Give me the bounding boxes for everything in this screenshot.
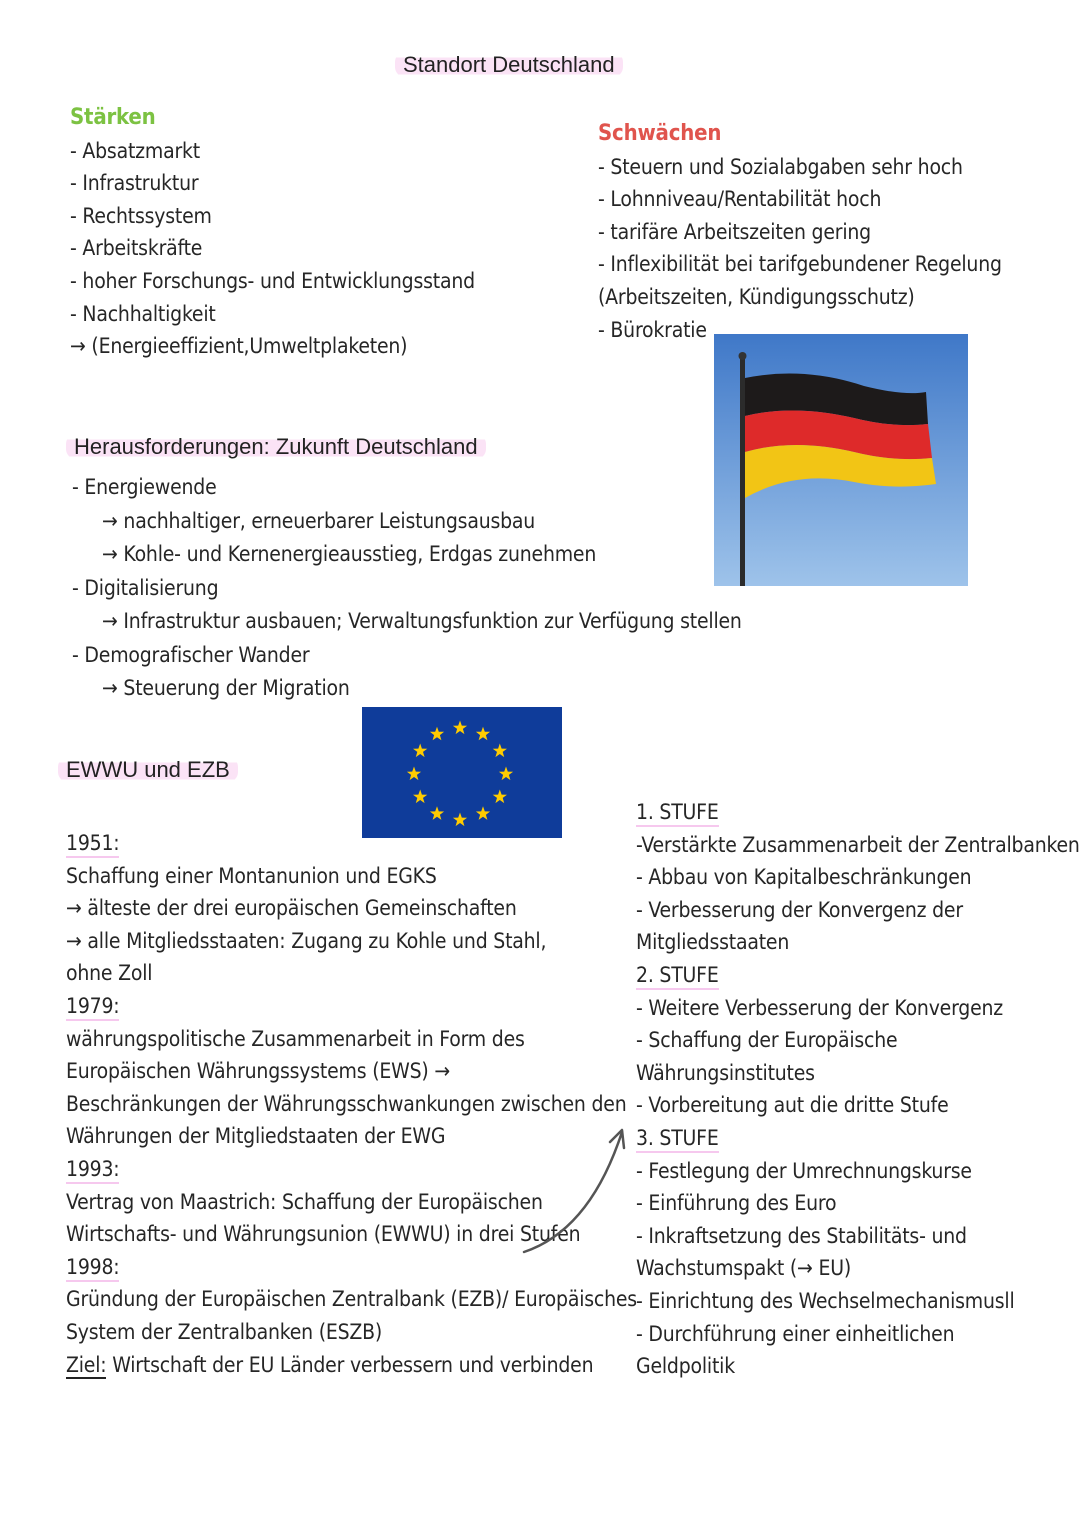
timeline-year: 1979: — [66, 993, 119, 1021]
stage-line: - Vorbereitung aut die dritte Stufe — [636, 1093, 949, 1118]
stage-line: -Verstärkte Zusammenarbeit der Zentralbanken — [636, 832, 1080, 857]
goal-text: Wirtschaft der EU Länder verbessern und verbinden — [106, 1352, 594, 1377]
weakness-item: - Bürokratie — [598, 317, 707, 342]
stage-label-row — [636, 1122, 1080, 1155]
stage-line: Wachstumspakt (→ EU) — [636, 1256, 852, 1281]
eu-flag — [362, 707, 562, 838]
timeline-line: Gründung der Europäischen Zentralbank (EZB)/ Europäisches — [66, 1287, 637, 1312]
strengths-section — [70, 102, 475, 363]
timeline-line: System der Zentralbanken (ESZB) — [66, 1319, 383, 1344]
stage-line: - Einrichtung des Wechselmechanismusll — [636, 1288, 1015, 1313]
stage-line: Geldpolitik — [636, 1354, 735, 1379]
eu-flag-icon — [362, 707, 562, 838]
challenge-item: → Kohle- und Kernenergieausstieg, Erdgas zunehmen — [102, 542, 597, 566]
weakness-item: - Inflexibilität bei tarifgebundener Regelung — [598, 252, 1002, 277]
stage-line: - Abbau von Kapitalbeschränkungen — [636, 865, 972, 890]
strength-item: - Rechtssystem — [70, 203, 212, 228]
stage-line: - Inkraftsetzung des Stabilitäts- und — [636, 1223, 967, 1248]
timeline-line: Vertrag von Maastrich: Schaffung der Europäischen — [66, 1189, 543, 1214]
timeline-line: Währungen der Mitgliedstaaten der EWG — [66, 1124, 446, 1149]
weakness-item: - tarifäre Arbeitszeiten gering — [598, 219, 871, 244]
stage-line: - Schaffung der Europäische — [636, 1028, 898, 1053]
ewwu-timeline — [66, 827, 637, 1381]
timeline-line: → älteste der drei europäischen Gemeinschaften — [66, 896, 517, 921]
strengths-list — [70, 135, 475, 363]
german-flag-icon — [714, 334, 968, 586]
ewwu-heading-wrap — [58, 757, 238, 783]
stage-line: - Einführung des Euro — [636, 1191, 837, 1216]
challenge-item: → Steuerung der Migration — [102, 676, 350, 700]
stage-line: - Durchführung einer einheitlichen — [636, 1321, 955, 1346]
strength-item: - Nachhaltigkeit — [70, 301, 216, 326]
challenges-heading: Herausforderungen: Zukunft Deutschland — [66, 434, 486, 459]
timeline-line: währungspolitische Zusammenarbeit in Form des — [66, 1026, 525, 1051]
stage-line: Währungsinstitutes — [636, 1060, 815, 1085]
challenge-item: - Demografischer Wander — [72, 642, 310, 667]
timeline-year: 1993: — [66, 1156, 119, 1184]
strength-item: - Absatzmarkt — [70, 138, 200, 163]
timeline-line: Beschränkungen der Währungsschwankungen zwischen den — [66, 1091, 627, 1116]
weaknesses-heading: Schwächen — [598, 121, 722, 146]
strengths-heading: Stärken — [70, 105, 156, 130]
goal-label: Ziel: — [66, 1352, 107, 1377]
ewwu-heading: EWWU und EZB — [58, 757, 238, 782]
ewwu-stages — [636, 796, 1080, 1383]
page-title-wrap — [395, 52, 623, 78]
challenge-item: → Infrastruktur ausbauen; Verwaltungsfunktion zur Verfügung stellen — [102, 609, 742, 633]
stage-label-row — [636, 796, 1080, 829]
weaknesses-list — [598, 151, 1002, 347]
curved-arrow-icon — [520, 1120, 630, 1260]
timeline-year-row — [66, 990, 637, 1023]
challenges-list — [72, 471, 742, 706]
weakness-item: (Arbeitszeiten, Kündigungsschutz) — [598, 284, 915, 309]
challenge-item: - Digitalisierung — [72, 575, 219, 600]
stage-label: 2. STUFE — [636, 962, 719, 990]
timeline-line: ohne Zoll — [66, 961, 153, 986]
stage-label: 3. STUFE — [636, 1125, 719, 1153]
stage-line: - Festlegung der Umrechnungskurse — [636, 1158, 972, 1183]
stage-line: Mitgliedsstaaten — [636, 930, 790, 955]
strength-item: - hoher Forschungs- und Entwicklungsstand — [70, 268, 475, 293]
stage-label-row — [636, 959, 1080, 992]
timeline-year: 1998: — [66, 1254, 119, 1282]
strength-item: - Arbeitskräfte — [70, 236, 203, 261]
weakness-item: - Lohnniveau/Rentabilität hoch — [598, 187, 882, 212]
stage-line: - Weitere Verbesserung der Konvergenz — [636, 995, 1004, 1020]
timeline-line: Europäischen Währungssystems (EWS) → — [66, 1059, 450, 1084]
german-flag-photo — [714, 334, 968, 586]
challenge-item: → nachhaltiger, erneuerbarer Leistungsausbau — [102, 508, 536, 533]
timeline-line: Schaffung einer Montanunion und EGKS — [66, 863, 437, 888]
weaknesses-section — [598, 118, 1002, 346]
challenge-item: - Energiewende — [72, 475, 217, 499]
challenges-heading-wrap — [66, 434, 486, 460]
strength-item: - Infrastruktur — [70, 171, 199, 196]
timeline-year: 1951: — [66, 830, 119, 858]
timeline-line: → alle Mitgliedsstaaten: Zugang zu Kohle und Stahl, — [66, 928, 547, 953]
timeline-year-row — [66, 827, 637, 860]
strength-item: → (Energieeffizient,Umweltplaketen) — [70, 334, 408, 359]
stage-label: 1. STUFE — [636, 799, 719, 827]
timeline-line: Wirtschafts- und Währungsunion (EWWU) in drei Stufen — [66, 1222, 581, 1247]
goal-row — [66, 1349, 637, 1382]
stage-line: - Verbesserung der Konvergenz der — [636, 897, 963, 922]
weakness-item: - Steuern und Sozialabgaben sehr hoch — [598, 154, 963, 179]
page-title: Standort Deutschland — [395, 52, 623, 77]
